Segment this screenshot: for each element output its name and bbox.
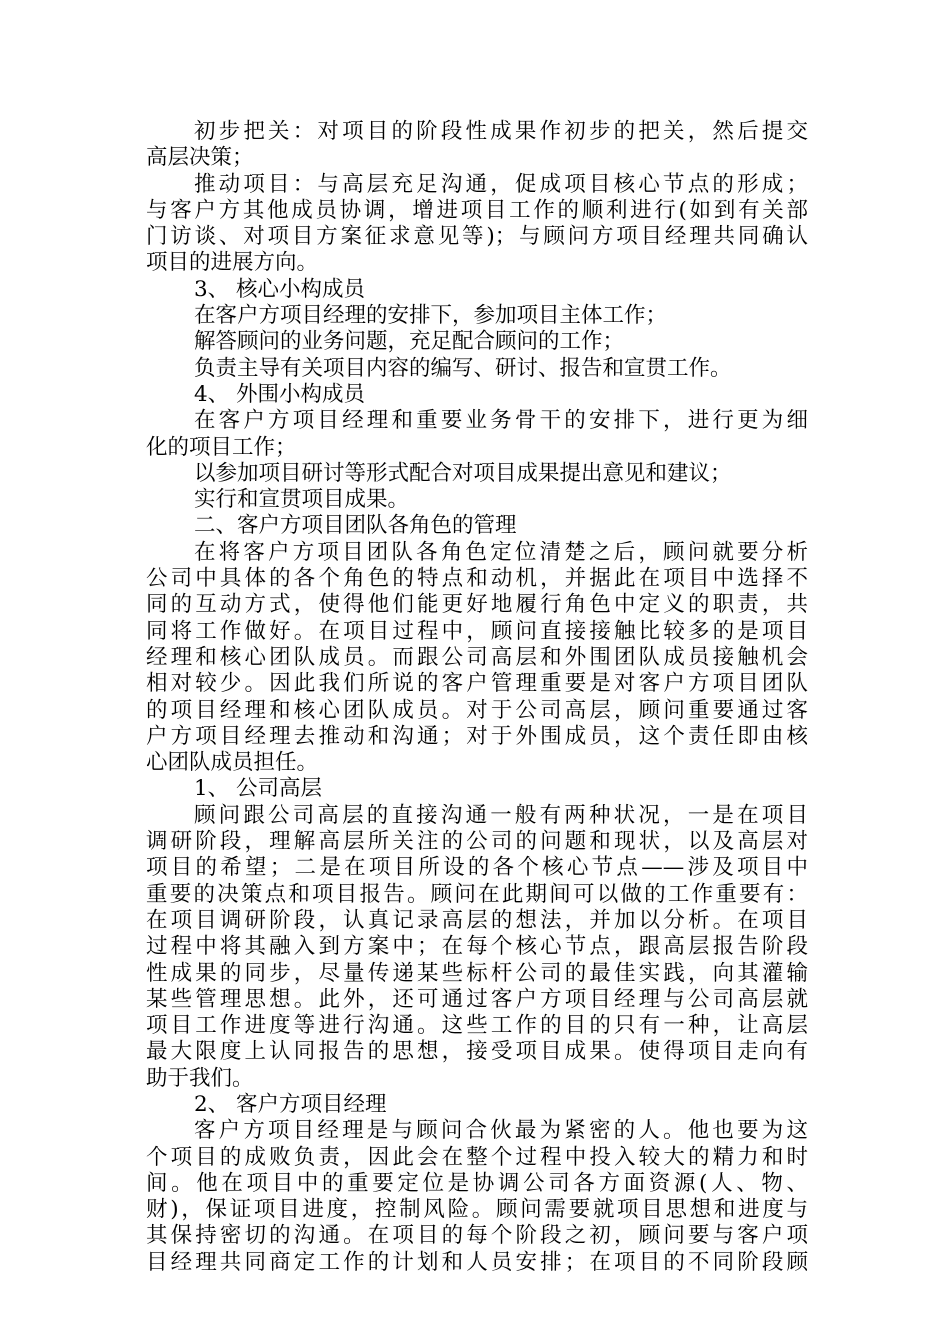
text-line: 在客户方项目经理的安排下，参加项目主体工作； — [194, 303, 668, 329]
text-line: 在客户方项目经理和重要业务骨干的安排下，进行更为细 — [194, 408, 808, 434]
document-page — [146, 119, 808, 1276]
text-line: 项目的进展方向。 — [146, 250, 319, 276]
text-line: 化的项目工作； — [146, 434, 297, 460]
text-line: 以参加项目研讨等形式配合对项目成果提出意见和建议； — [194, 460, 732, 486]
text-line: 相对较少。因此我们所说的客户管理重要是对客户方项目团队 — [146, 671, 808, 697]
text-line: 户方项目经理去推动和沟通；对于外围成员，这个责任即由核 — [146, 723, 808, 749]
text-line: 助于我们。 — [146, 1065, 254, 1091]
text-line: 在项目调研阶段，认真记录高层的想法，并加以分析。在项目 — [146, 907, 808, 933]
text-line: 调研阶段，理解高层所关注的公司的问题和现状，以及高层对 — [146, 829, 808, 855]
text-line: 项目工作进度等进行沟通。这些工作的目的只有一种，让高层 — [146, 1013, 808, 1039]
text-line: 二、客户方项目团队各角色的管理 — [194, 513, 517, 539]
text-line: 间。他在项目中的重要定位是协调公司各方面资源(人、物、 — [146, 1170, 808, 1196]
text-line: 与客户方其他成员协调，增进项目工作的顺利进行(如到有关部 — [146, 197, 808, 223]
text-line: 某些管理思想。此外，还可通过客户方项目经理与公司高层就 — [146, 986, 808, 1012]
text-line: 高层决策； — [146, 145, 254, 171]
text-line: 性成果的同步，尽量传递某些标杆公司的最佳实践，向其灌输 — [146, 960, 808, 986]
text-line: 心团队成员担任。 — [146, 750, 319, 776]
text-line: 初步把关：对项目的阶段性成果作初步的把关，然后提交 — [194, 119, 808, 144]
text-line: 财)，保证项目进度，控制风险。顾问需要就项目思想和进度与 — [146, 1197, 808, 1223]
text-line: 顾问跟公司高层的直接沟通一般有两种状况，一是在项目 — [194, 802, 808, 828]
text-line: 过程中将其融入到方案中；在每个核心节点，跟高层报告阶段 — [146, 934, 808, 960]
text-line: 公司中具体的各个角色的特点和动机，并据此在项目中选择不 — [146, 566, 808, 592]
text-line: 同将工作做好。在项目过程中，顾问直接接触比较多的是项目 — [146, 618, 808, 644]
text-line: 客户方项目经理是与顾问合伙最为紧密的人。他也要为这 — [194, 1118, 808, 1144]
text-line: 2、 客户方项目经理 — [194, 1091, 387, 1117]
text-line: 最大限度上认同报告的思想，接受项目成果。使得项目走向有 — [146, 1039, 808, 1065]
text-line: 项目的希望；二是在项目所设的各个核心节点——涉及项目中 — [146, 855, 808, 881]
text-line: 门访谈、对项目方案征求意见等)；与顾问方项目经理共同确认 — [146, 224, 808, 250]
text-line: 1、 公司高层 — [194, 776, 323, 802]
text-line: 目经理共同商定工作的计划和人员安排；在项目的不同阶段顾 — [146, 1249, 808, 1275]
text-line: 3、 核心小构成员 — [194, 276, 366, 302]
text-line: 解答顾问的业务问题，充足配合顾问的工作； — [194, 329, 625, 355]
text-line: 经理和核心团队成员。而跟公司高层和外围团队成员接触机会 — [146, 644, 808, 670]
text-line: 重要的决策点和项目报告。顾问在此期间可以做的工作重要有： — [146, 881, 808, 907]
text-line: 的项目经理和核心团队成员。对于公司高层，顾问重要通过客 — [146, 697, 808, 723]
text-line: 个项目的成败负责，因此会在整个过程中投入较大的精力和时 — [146, 1144, 808, 1170]
text-line: 4、 外围小构成员 — [194, 381, 366, 407]
text-line: 推动项目：与高层充足沟通，促成项目核心节点的形成； — [194, 171, 808, 197]
text-line: 实行和宣贯项目成果。 — [194, 487, 410, 513]
text-line: 同的互动方式，使得他们能更好地履行角色中定义的职责，共 — [146, 592, 808, 618]
text-line: 在将客户方项目团队各角色定位清楚之后，顾问就要分析 — [194, 539, 808, 565]
text-line: 其保持密切的沟通。在项目的每个阶段之初，顾问要与客户项 — [146, 1223, 808, 1249]
text-line: 负责主导有关项目内容的编写、研讨、报告和宣贯工作。 — [194, 355, 732, 381]
